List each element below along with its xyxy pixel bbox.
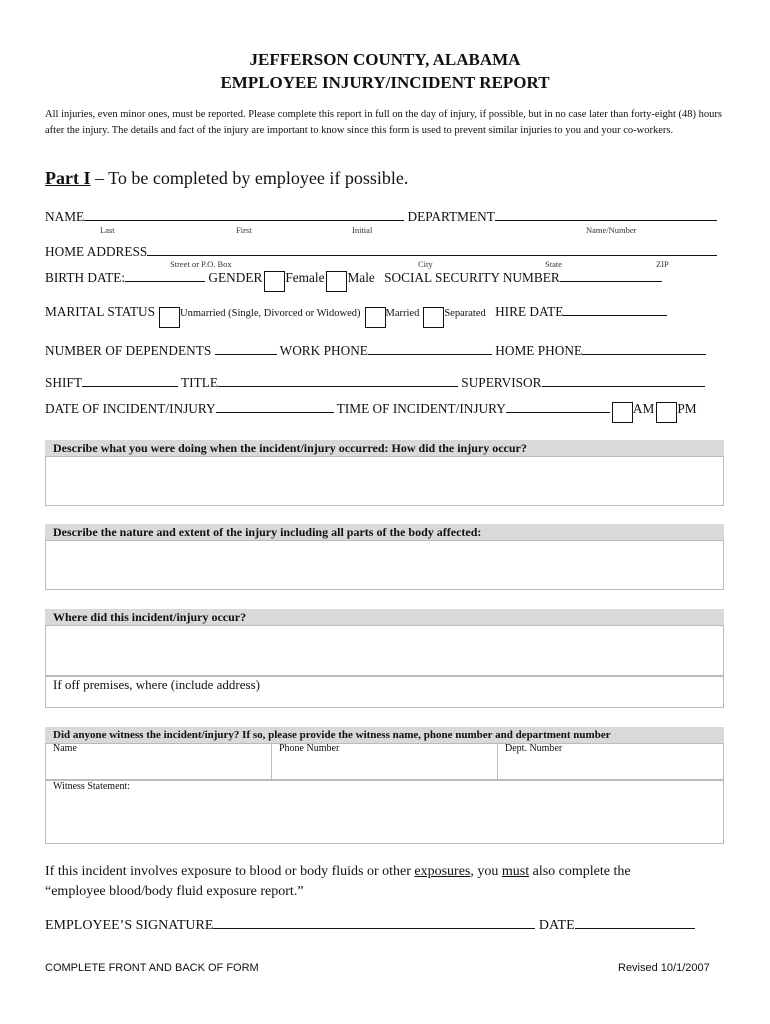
witness-statement-label: Witness Statement: (53, 781, 131, 792)
unmarried-checkbox[interactable] (159, 307, 180, 328)
part-text: – To be completed by employee if possible. (90, 168, 409, 188)
intro-text: All injuries, even minor ones, must be reported. Please complete this report in full on the day of injury, if possible, but in no case later than forty-eight (48) hours after the injury. The details and fact of the injury are important to know since this form is used to prevent similar injuries to you and your co-workers. (45, 109, 722, 136)
supervisor-label: SUPERVISOR (461, 375, 542, 390)
where-box[interactable] (45, 625, 724, 676)
work-phone-label: WORK PHONE (279, 343, 368, 358)
hire-date-label: HIRE DATE (495, 304, 564, 319)
street-caption: Street or P.O. Box (170, 259, 232, 269)
exposure-emph-2: must (501, 864, 530, 879)
hire-date-input[interactable] (563, 303, 667, 316)
separated-checkbox[interactable] (423, 307, 444, 328)
ssn-label: SOCIAL SECURITY NUMBER (384, 270, 560, 285)
gender-label: GENDER (208, 270, 263, 285)
witness-heading: Did anyone witness the incident/injury? If so, please provide the witness name, phone number and department number (45, 727, 724, 743)
witness-divider-1 (271, 743, 272, 780)
city-caption: City (418, 259, 433, 269)
male-checkbox[interactable] (326, 271, 347, 292)
dependents-label: NUMBER OF DEPENDENTS (45, 343, 212, 358)
form-subtitle: EMPLOYEE INJURY/INCIDENT REPORT (220, 73, 550, 92)
pm-checkbox[interactable] (656, 402, 677, 423)
title-label: TITLE (181, 375, 218, 390)
witness-phone-label: Phone Number (279, 743, 340, 754)
unmarried-label: Unmarried (Single, Divorced or Widowed) (180, 308, 361, 319)
birth-date-input[interactable] (125, 269, 205, 282)
describe-doing-box[interactable] (45, 456, 724, 506)
date-incident-input[interactable] (216, 400, 334, 413)
witness-statement-box[interactable] (45, 780, 724, 844)
exposure-text-4: “employee blood/body fluid exposure report.” (45, 884, 304, 899)
marital-status-label: MARITAL STATUS (45, 304, 156, 319)
time-incident-input[interactable] (506, 400, 610, 413)
part-label: Part I (45, 168, 91, 188)
supervisor-input[interactable] (542, 374, 705, 387)
male-label: Male (347, 270, 375, 285)
department-input[interactable] (495, 208, 717, 221)
am-checkbox[interactable] (612, 402, 633, 423)
home-phone-label: HOME PHONE (495, 343, 583, 358)
zip-caption: ZIP (656, 259, 669, 269)
exposure-note (45, 862, 631, 902)
footer-left: COMPLETE FRONT AND BACK OF FORM (45, 962, 259, 974)
address-row (45, 243, 717, 260)
name-input[interactable] (84, 208, 404, 221)
witness-dept-label: Dept. Number (505, 743, 563, 754)
work-phone-input[interactable] (368, 342, 492, 355)
signature-input[interactable] (213, 916, 535, 929)
female-label: Female (285, 270, 325, 285)
home-address-input[interactable] (147, 243, 717, 256)
separated-label: Separated (444, 308, 486, 319)
witness-divider-2 (497, 743, 498, 780)
married-label: Married (385, 308, 420, 319)
name-row (45, 208, 717, 225)
witness-info-box (45, 743, 724, 780)
name-label: NAME (45, 209, 85, 224)
dependents-row (45, 342, 706, 359)
shift-input[interactable] (82, 374, 178, 387)
birth-date-label: BIRTH DATE: (45, 270, 126, 285)
dependents-input[interactable] (215, 342, 277, 355)
signature-row (45, 916, 695, 934)
where-heading: Where did this incident/injury occur? (45, 609, 724, 625)
shift-row (45, 374, 705, 391)
home-address-label: HOME ADDRESS (45, 244, 148, 259)
date-incident-label: DATE OF INCIDENT/INJURY (45, 401, 216, 416)
home-phone-input[interactable] (582, 342, 706, 355)
describe-nature-heading: Describe the nature and extent of the injury including all parts of the body affected: (45, 524, 724, 540)
female-checkbox[interactable] (264, 271, 285, 292)
marital-row (45, 298, 667, 328)
exposure-emph-1: exposures (414, 864, 471, 879)
form-title: JEFFERSON COUNTY, ALABAMA (249, 50, 521, 69)
pm-label: PM (677, 401, 697, 416)
ssn-input[interactable] (560, 269, 662, 282)
signature-date-label: DATE (538, 918, 575, 933)
birth-row (45, 264, 662, 292)
married-checkbox[interactable] (365, 307, 386, 328)
dept-caption: Name/Number (586, 225, 637, 235)
part-heading (45, 168, 408, 189)
department-label: DEPARTMENT (407, 209, 495, 224)
exposure-text-3: also complete the (529, 864, 631, 879)
signature-label: EMPLOYEE’S SIGNATURE (45, 918, 214, 933)
exposure-text-1: If this incident involves exposure to blood or body fluids or other (45, 864, 415, 879)
name-initial-caption: Initial (352, 225, 373, 235)
title-input[interactable] (218, 374, 458, 387)
am-label: AM (632, 401, 655, 416)
exposure-text-2: , you (470, 864, 502, 879)
name-last-caption: Last (100, 225, 115, 235)
witness-name-label: Name (53, 743, 77, 754)
shift-label: SHIFT (45, 375, 82, 390)
time-incident-label: TIME OF INCIDENT/INJURY (336, 401, 506, 416)
off-premises-label: If off premises, where (include address) (53, 677, 260, 692)
incident-datetime-row (45, 395, 697, 423)
state-caption: State (545, 259, 562, 269)
describe-nature-box[interactable] (45, 540, 724, 590)
signature-date-input[interactable] (575, 916, 695, 929)
name-first-caption: First (236, 225, 252, 235)
describe-doing-heading: Describe what you were doing when the incident/injury occurred: How did the injury occur? (45, 440, 724, 456)
footer-right: Revised 10/1/2007 (618, 962, 710, 974)
